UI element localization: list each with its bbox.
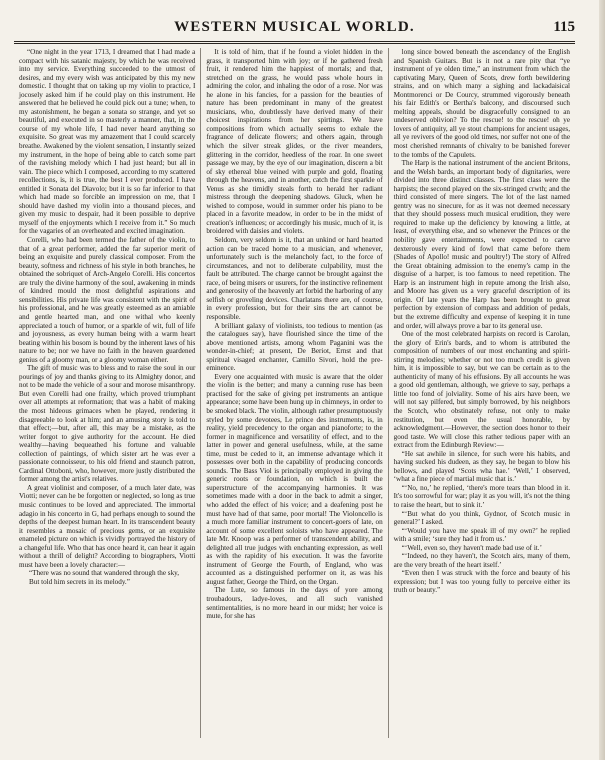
column-1 bbox=[14, 48, 200, 738]
page-number: 115 bbox=[553, 19, 575, 35]
verse-line: But told him secrets in its melody.” bbox=[29, 577, 130, 586]
page-edge bbox=[599, 0, 605, 760]
paragraph: “‘But what do you think, Gydnor, of Scotch music in general?’ I asked. bbox=[393, 509, 570, 527]
paragraph: long since bowed beneath the ascendancy of the English and Spanish Guitars. But is it not a rare pity that “ye instrument of ye olden time,” an instrument from which the captivating Mary, Queen of Scots, drew forth bewildering strains, and on which many a sighing and lackadaisical Montmorenci or De Courcy, strummed vigorously beneath his fair Edith's or Bertha's balcony, and discoursed such melting appeals, should be disgracefully consigned to an undeserved oblivion? To the rescue! to the rescue! oh ye lovers of antiquity, all ye stout champions for ancient usages, all ye revivers of the good old times, nor suffer not one of the most cherished remnants of chivalry to be banished forever to the tombs of the Capulets. bbox=[393, 48, 570, 159]
paragraph: “He sat awhile in silence, for such were his habits, and having sucked his dudeen, as they say, he began to blow his bellows, and played ‘Scots wha hae.’ ‘Well,’ I observed, ‘what a fine piece of martial music that is.’ bbox=[393, 449, 570, 484]
paragraph: The Lute, so famous in the days of yore among troubadours, ladye-loves, and all such vanished sentimentalities, is no more heard in our midst; her voice is mute, for she has bbox=[206, 586, 383, 621]
paragraph: The Harp is the national instrument of the ancient Britons, and the Welsh bards, an important body of dignitaries, were divided into three distinct classes. The first class were the harpists; the second played on the six-stringed crwth; and the third consisted of mere singers. The lot of the last named gentry was no sinecure, for as it was not deemed necessary that they should possess much musical erudition, they were required to make up the deficiency by knowing a little, at least, of everything else, and so whenever the Princes or the nobility gave entertainments, were expected to carve dexterously every kind of fowl that came before them (Shades of Apollo! music and poultry!) The story of Alfred the Great obtaining admission to the enemy's camp in the disguise of a harper, is too famous to need repetition. The Harp is an instrument high in repute among the Irish also, and Moore has given us a very graceful description of its origin. Of late years the Harp has been brought to great perfection by extension of compass and addition of pedals, but the extreme difficulty and expense of keeping it in tune and order, will always prove a bar to its general use. bbox=[393, 159, 570, 330]
verse-line: “There was no sound that wandered through the sky, bbox=[29, 569, 180, 578]
paragraph: Seldom, very seldom is it, that an unkind or hard hearted action can be traced home to a musician, and whenever, unfortunately such is the melancholy fact, to the force of circumstances, and not to deliberate culpability, must the fault be attributed. The charge cannot be brought against the race, of being misers or usurers, for the instinctive refinement and generosity of the heavenly art forbid the harboring of any selfish or groveling devices. Charlatans there are, of course, in every profession, but for their sins the art cannot be responsible. bbox=[206, 236, 383, 321]
paragraph: The gift of music was to bless and to raise the soul in our pourings of joy and thanks giving to its Almighty donor, and not to be made the vehicle of a sour and morose misanthropy. But even Corelli had one frailty, which proved triumphant over all attempts at reformation; that was a habit of making the most hideous grimaces when he played, rendering it disagreeable to look at him; and an amusing story is told to that effect;—but, after all, this may be a mistake, as the writer forgot to give authority for the account. He died wealthy—having bequeathed his fortune and valuable collection of paintings, of which sister art he was ever a passionate connoisseur, to his old friend and staunch patron, Cardinal Ottoboni, who, however, more justly distributed the former among the artist's relatives. bbox=[19, 364, 196, 484]
paragraph: Corelli, who had been termed the father of the violin, to that of a great performer, added the far superior merit of being an exquisite and purely classical composer. From the beauty, softness and richness of his style in both branches, he obtained the sobriquet of Arch-Angelo Corelli. His concertos are truly the divine harmony of the soul, awakening in minds of kindred mould the most delightful aspirations and sensibilities. His private life was consistent with the spirit of his professional, and he was greatly esteemed as an amiable and gentle hearted man, and one withal who keenly appreciated a touch of humor, or a sparkle of wit, full of life and joyousness, as every human being with a warm heart beating within his bosom is bound by the inherent laws of his nature to be; nor we have no faith in the heaven guardened genius of a gloomy man, or a gloomy woman either. bbox=[19, 236, 196, 364]
text-columns bbox=[14, 48, 575, 738]
paragraph: “One night in the year 1713, I dreamed that I had made a compact with his satanic majesty, by which he was received into my service. Everything succeeded to the utmost of desires, and my every wish was anticipated by this my new domestic. I thought that on taking up my violin to practice, I jocosely asked him if he could play on this instrument. He answered that he believed he could pick out a tune; when, to my astonishment, he began a sonata so strange, and yet so beautiful, and executed in so masterly a manner, that, in the course of my whole life, I had never heard anything so exquisite. So great was my amazement that I could scarcely breathe. Awakened by the violent sensation, I instantly seized my instrument, in the hope of being able to catch some part of the ravishing melody which I had just heard; but all in vain. The piece which I composed, according to my scattered recollections, is, it is true, the best I ever produced. I have entitled it Sonata del Diavolo; but it is so far inferior to that which had made so forcible an impression on me, that I should have dashed my violin into a thousand pieces, and given my music to despair, had it been possible to deprive myself of the enjoyments which I receive from it.” So much for the vagaries of an overheated and excited imagination. bbox=[19, 48, 196, 236]
paragraph: It is told of him, that if he found a violet hidden in the grass, it transported him with joy; or if he gathered fresh fruit, it rendered him the happiest of mortals; and that, stretched on the grass, he would pass whole hours in admiring the color, and inhaling the odor of a rose. Nor was he alone in his fancies, for a passion for the beauties of nature has been predominant in many of the greatest musicians, who, doubtlessly have derived many of their choicest inspirations from her spirtings. We have compositions from which actually seems to exhale the fragrance of delicate flowers; and others again, through which the silver streak glides, or the river meanders, glittering in the corridor, heedless of the roar. In one sweet passage we may, by the eye of our imagination, discern a bit of sky ethereal blue veined with purple and gold, floating through the heavens, and in another, catch the first sparkle of Venus as she timidly steals forth to herald her radiant mistress through the deepening shadows. Gluck, when he wished to compose, would in summer order his piano to be placed in a favorite meadow, in order to be in the midst of creation's influences; or accordingly his music, much of it, is broidered with daisies and violets. bbox=[206, 48, 383, 236]
paragraph: “‘No, no,’ he replied, ‘there's more tears than blood in it. It's too sorrowful for war; play it as you will, it's not the thing to raise the heart, but to sink it.’ bbox=[393, 483, 570, 509]
paragraph: Every one acquainted with music is aware that the older the violin is the better; and many a cunning ruse has been practised for the sake of giving pet instruments an antique appearance; some have been hung up in chimneys, in order to be smoked black. The violin, although rather presumptuously styled by some devotees, Le prince des instruments, is, in reality, yield precedency to the organ and pianoforte; to the former in magnificence and versatility of effect, and to the latter in power and general usefulness, while, at the same time, must be ceded to it, an immense advantage which it possesses over both in the capability of producing concords sounds. The Bass Viol is principally employed in giving the generic roots or foundation, on which is built the superstructure of the accompanying harmonies. It was sometimes made with a door in the back to admit a singer, who added the effect of his voice; and a deafening post he must have had of that same, poor mortal! The Violoncello is a much more familiar instrument to concert-goers of late, on account of some excellent soloists who have appeared. The late Mr. Knoop was a performer of transcendent ability, and delighted all true judges with enchanting expression, as well as with the rapidity of his execution. It was the favorite instrument of George the Fourth, of England, who was accounted as a distinguished performer on it, as was his august father, George the Third, on the Organ. bbox=[206, 372, 383, 586]
paragraph: “‘Indeed, no they haven't, the Scotch airs, many of them, are the very breath of the heart itself.’ bbox=[393, 552, 570, 569]
paragraph: “Even then I was struck with the force and beauty of his expression; but I was too young fully to perceive either its truth or beauty.” bbox=[393, 569, 570, 595]
journal-title: WESTERN MUSICAL WORLD. bbox=[174, 19, 415, 35]
paragraph: “‘Well, even so, they haven't made bad use of it.’ bbox=[401, 543, 542, 552]
running-header bbox=[14, 16, 575, 38]
paragraph: A brilliant galaxy of violinists, too tedious to mention (as the catalogues say), have flourished since the time of the above mentioned artists, among whom Paganini was the wonder-in-chief; at present, De Beriot, Ernst and that spiritual visaged enchanter, Camillo Sivori, hold the pre-eminence. bbox=[206, 321, 383, 373]
paragraph: “‘Would you have me speak ill of my own?’ he replied with a smile; ‘sure they had it from us.’ bbox=[393, 526, 570, 544]
paragraph: One of the most celebrated harpists on record is Carolan, the glory of Erin's bards, and to whom is attributed the composition of numbers of our most enchanting and spirit-stirring melodies; whether or not too much credit is given him, it is impossible to say, but we can be certain as to the authenticity of many of his effusions. By all accounts he was a good old gentleman, although, we grieve to say, perhaps a little too fond of jolviality. Some of his airs have been, we will not say pilfered, but simply borrowed, by his neighbors the Scotch, who obstinately refuse, not only to make restitution, but even the usual honorable, by acknowledgment.—However, the section does honor to their good taste. We will close this rather tedious paper with an extract from the Edinburgh Review:— bbox=[393, 330, 570, 450]
column-3 bbox=[388, 48, 575, 738]
paragraph: A great violinist and composer, of a much later date, was Viotti; never can he be forgotten or neglected, so long as true music continues to be loved and appreciated. The immortal adagio in his concerto in G, had perhaps enough to sound the depths of the deepest human heart. In its transcendent beauty it resembles a mosaic of precious gems, or an exquisite enameled picture on which is vividly portrayed the history of a changeful life. Who that has once heard it, can hear it again without a thrill of delight? According to biographers, Viotti must have been a lovely character:— bbox=[19, 483, 196, 569]
header-rule bbox=[14, 41, 575, 44]
column-2 bbox=[200, 48, 387, 738]
